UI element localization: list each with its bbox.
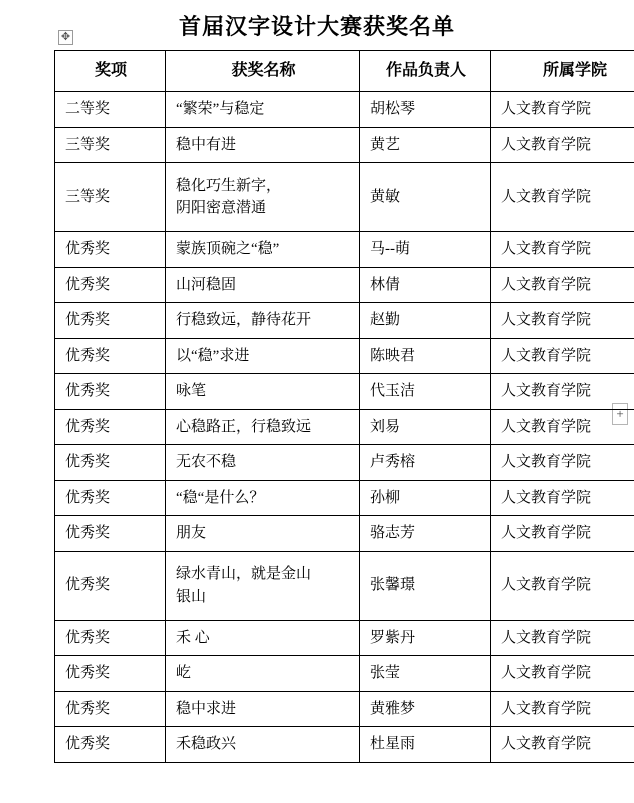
cell-college: 人文教育学院 xyxy=(491,691,634,727)
cell-work: 朋友 xyxy=(166,516,360,552)
cell-person: 孙柳 xyxy=(360,480,491,516)
table-row xyxy=(55,480,634,516)
cell-person: 赵勤 xyxy=(360,303,491,339)
award-table xyxy=(54,50,634,763)
cell-person: 杜星雨 xyxy=(360,727,491,763)
cell-person: 张馨璟 xyxy=(360,551,491,620)
cell-work: “稳“是什么？ xyxy=(166,480,360,516)
table-row xyxy=(55,551,634,620)
cell-work-line1: 稳化巧生新字， xyxy=(176,177,282,194)
cell-award: 优秀奖 xyxy=(55,267,166,303)
cell-award: 三等奖 xyxy=(55,127,166,163)
cell-person: 骆志芳 xyxy=(360,516,491,552)
table-move-handle-icon[interactable]: ✥ xyxy=(58,30,73,45)
cell-work: 山河稳固 xyxy=(166,267,360,303)
cell-work: 无农不稳 xyxy=(166,445,360,481)
cell-college: 人文教育学院 xyxy=(491,727,634,763)
cell-award: 优秀奖 xyxy=(55,480,166,516)
cell-work: 咏笔 xyxy=(166,374,360,410)
table-row xyxy=(55,445,634,481)
cell-college: 人文教育学院 xyxy=(491,409,634,445)
cell-work-line2: 银山 xyxy=(176,588,207,605)
table-row xyxy=(55,409,634,445)
cell-person: 代玉洁 xyxy=(360,374,491,410)
cell-person: 刘易 xyxy=(360,409,491,445)
column-header-work: 获奖名称 xyxy=(166,51,360,92)
cell-work: “繁荣”与稳定 xyxy=(166,92,360,128)
cell-college: 人文教育学院 xyxy=(491,480,634,516)
cell-work: 禾稳政兴 xyxy=(166,727,360,763)
column-header-person: 作品负责人 xyxy=(360,51,491,92)
cell-work: 稳中求进 xyxy=(166,691,360,727)
cell-work-line2: 阴阳密意潜通 xyxy=(176,200,267,216)
cell-award: 优秀奖 xyxy=(55,303,166,339)
insert-column-icon[interactable]: + xyxy=(612,403,628,425)
table-row xyxy=(55,92,634,128)
cell-work: 以“稳”求进 xyxy=(166,338,360,374)
cell-college: 人文教育学院 xyxy=(491,374,634,410)
cell-award: 优秀奖 xyxy=(55,232,166,268)
cell-college: 人文教育学院 xyxy=(491,163,634,232)
table-row xyxy=(55,516,634,552)
page-title: 首届汉字设计大赛获奖名单 xyxy=(178,14,455,39)
cell-work: 蒙族顶碗之“稳” xyxy=(166,232,360,268)
cell-work: 屹 xyxy=(166,656,360,692)
column-header-award: 奖项 xyxy=(55,51,166,92)
cell-person: 陈映君 xyxy=(360,338,491,374)
cell-college: 人文教育学院 xyxy=(491,516,634,552)
table-row xyxy=(55,656,634,692)
cell-award: 优秀奖 xyxy=(55,409,166,445)
cell-award: 优秀奖 xyxy=(55,516,166,552)
cell-person: 张莹 xyxy=(360,656,491,692)
cell-person: 黄雅梦 xyxy=(360,691,491,727)
cell-college: 人文教育学院 xyxy=(491,620,634,656)
cell-college: 人文教育学院 xyxy=(491,303,634,339)
cell-college: 人文教育学院 xyxy=(491,267,634,303)
table-row xyxy=(55,232,634,268)
cell-work-line1: 绿水青山，就是金山 xyxy=(176,566,312,582)
cell-award: 优秀奖 xyxy=(55,338,166,374)
table-row xyxy=(55,267,634,303)
table-row xyxy=(55,127,634,163)
table-body xyxy=(55,92,634,763)
cell-award: 二等奖 xyxy=(55,92,166,128)
cell-person: 黄艺 xyxy=(360,127,491,163)
table-header-row xyxy=(55,51,634,92)
table-row xyxy=(55,620,634,656)
table-row xyxy=(55,338,634,374)
table-row xyxy=(55,374,634,410)
award-table-wrapper xyxy=(54,50,607,763)
cell-award: 优秀奖 xyxy=(55,551,166,620)
cell-college: 人文教育学院 xyxy=(491,232,634,268)
cell-award: 优秀奖 xyxy=(55,445,166,481)
cell-college: 人文教育学院 xyxy=(491,445,634,481)
cell-college: 人文教育学院 xyxy=(491,338,634,374)
cell-work: 稳中有进 xyxy=(166,127,360,163)
cell-award: 优秀奖 xyxy=(55,691,166,727)
cell-person: 马--萌 xyxy=(360,232,491,268)
cell-person: 罗紫丹 xyxy=(360,620,491,656)
cell-award: 优秀奖 xyxy=(55,656,166,692)
cell-work xyxy=(166,163,360,232)
cell-person: 黄敏 xyxy=(360,163,491,232)
cell-college: 人文教育学院 xyxy=(491,127,634,163)
cell-award: 优秀奖 xyxy=(55,620,166,656)
table-header xyxy=(55,51,634,92)
cell-person: 卢秀榕 xyxy=(360,445,491,481)
cell-work: 行稳致远，静待花开 xyxy=(166,303,360,339)
cell-work: 心稳路正，行稳致远 xyxy=(166,409,360,445)
cell-award: 优秀奖 xyxy=(55,374,166,410)
cell-person: 林倩 xyxy=(360,267,491,303)
cell-college: 人文教育学院 xyxy=(491,656,634,692)
cell-college: 人文教育学院 xyxy=(491,92,634,128)
cell-award: 优秀奖 xyxy=(55,727,166,763)
cell-work: 禾 心 xyxy=(166,620,360,656)
cell-work xyxy=(166,551,360,620)
table-row xyxy=(55,727,634,763)
table-row xyxy=(55,691,634,727)
cell-college: 人文教育学院 xyxy=(491,551,634,620)
table-row xyxy=(55,163,634,232)
cell-award: 三等奖 xyxy=(55,163,166,232)
cell-person: 胡松琴 xyxy=(360,92,491,128)
column-header-college: 所属学院 xyxy=(491,51,634,92)
table-row xyxy=(55,303,634,339)
